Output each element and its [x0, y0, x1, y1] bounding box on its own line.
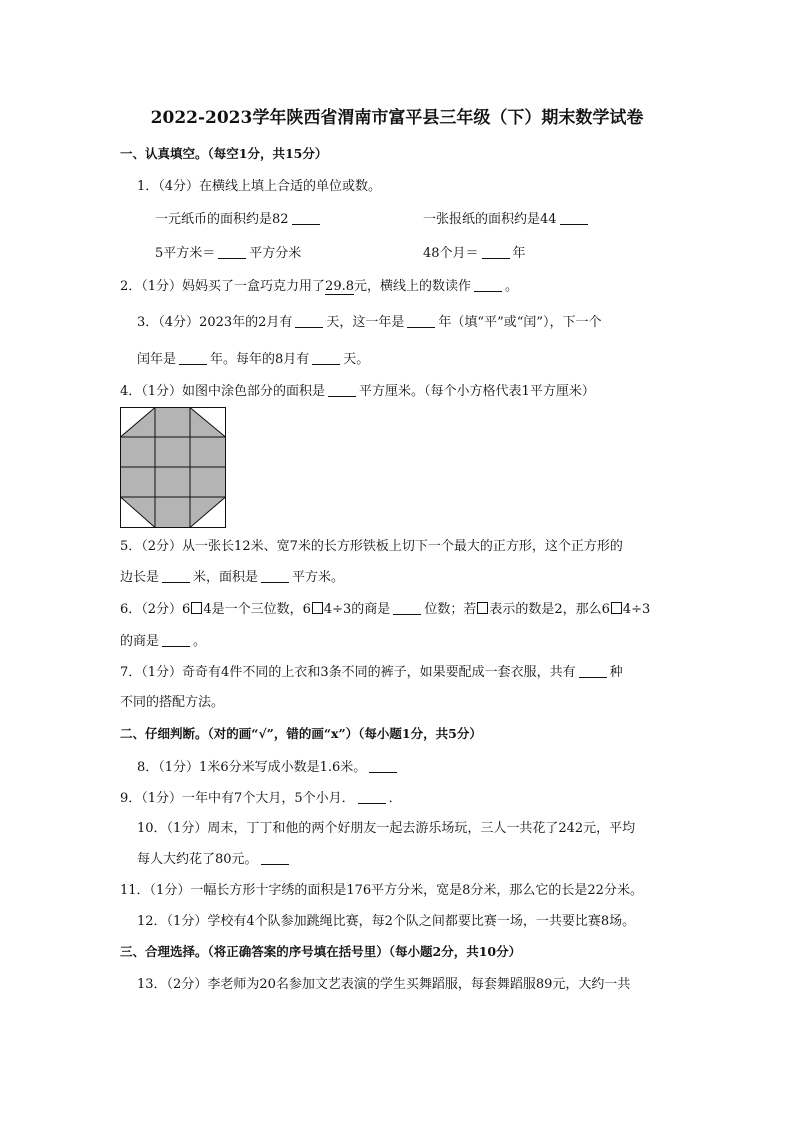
question-1-item-d-unit: 年 — [512, 246, 526, 261]
question-1-item-c — [155, 245, 301, 263]
question-8-text: 8．（1分）1米6分米写成小数是1.6米。 — [137, 760, 367, 775]
question-3-text: 天，这一年是 — [326, 315, 405, 330]
answer-blank[interactable] — [179, 351, 207, 365]
answer-blank[interactable] — [261, 851, 289, 865]
question-5-text: 平方米。 — [292, 570, 345, 585]
question-12: 12．（1分）学校有4个队参加跳绳比赛，每2个队之间都要比赛一场，一共要比赛8场。 — [137, 914, 636, 929]
digit-box — [477, 602, 488, 614]
answer-blank[interactable] — [261, 569, 289, 583]
answer-blank[interactable] — [579, 664, 607, 678]
question-6-text: 4是一个三位数，6 — [203, 602, 311, 617]
answer-blank[interactable] — [328, 383, 356, 397]
answer-blank[interactable] — [312, 351, 340, 365]
question-3-line-1 — [137, 314, 602, 332]
question-11: 11．（1分）一幅长方形十字绣的面积是176平方分米，宽是8分米，那么它的长是22分米。 — [120, 883, 643, 898]
question-5-line-1: 5．（2分）从一张长12米、宽7米的长方形铁板上切下一个最大的正方形，这个正方形的 — [120, 539, 623, 554]
section-2-heading: 二、仔细判断。（对的画“√”，错的画“x”）（每小题1分，共5分） — [120, 726, 482, 741]
question-5-line-2 — [120, 569, 344, 587]
question-6-line-1 — [120, 601, 650, 619]
question-3-text: 闰年是 — [137, 352, 177, 367]
answer-blank[interactable] — [369, 759, 397, 773]
question-2 — [120, 278, 518, 296]
question-6-line-2 — [120, 633, 206, 651]
question-6-text: 位数；若 — [424, 602, 477, 617]
question-10-line-1: 10．（1分）周末，丁丁和他的两个好朋友一起去游乐场玩，三人一共花了242元，平均 — [137, 821, 636, 836]
shaded-grid-figure — [120, 407, 226, 528]
underlined-number: 29.8 — [325, 279, 354, 294]
answer-blank[interactable] — [358, 790, 386, 804]
question-10-text: 每人大约花了80元。 — [137, 852, 258, 867]
answer-blank[interactable] — [474, 278, 502, 292]
question-3-line-2 — [137, 351, 369, 369]
question-3-text: 年（填“平”或“闰”），下一个 — [438, 315, 602, 330]
question-7-text: 种 — [609, 665, 623, 680]
question-1-item-c-unit: 平方分米 — [249, 246, 302, 261]
digit-box — [312, 602, 323, 614]
question-3-text: 3．（4分）2023年的2月有 — [137, 315, 293, 330]
question-8 — [137, 759, 400, 777]
answer-blank[interactable] — [560, 211, 588, 225]
question-10-line-2 — [137, 851, 292, 869]
answer-blank[interactable] — [295, 314, 323, 328]
question-2-end: 。 — [505, 279, 519, 294]
section-3-heading: 三、合理选择。（将正确答案的序号填在括号里）（每小题2分，共10分） — [120, 944, 522, 959]
question-2-text: 2．（1分）妈妈买了一盒巧克力用了 — [120, 279, 326, 294]
digit-box — [611, 602, 622, 614]
question-1-item-b — [423, 211, 591, 229]
question-6-text: 。 — [193, 634, 207, 649]
question-3-text: 天。 — [343, 352, 370, 367]
question-9-end: ． — [388, 791, 402, 806]
question-7-line-2: 不同的搭配方法。 — [120, 695, 225, 710]
question-1-item-a-text: 一元纸币的面积约是82 — [155, 212, 289, 227]
question-5-text: 米，面积是 — [193, 570, 259, 585]
question-1-item-b-text: 一张报纸的面积约是44 — [423, 212, 557, 227]
question-6-text: 的商是 — [120, 634, 160, 649]
answer-blank[interactable] — [162, 569, 190, 583]
answer-blank[interactable] — [218, 245, 246, 259]
question-1-item-c-text: 5平方米＝ — [155, 246, 216, 261]
question-4-text-2: 平方厘米。（每个小方格代表1平方厘米） — [359, 384, 595, 399]
question-13: 13．（2分）李老师为20名参加文艺表演的学生买舞蹈服，每套舞蹈服89元，大约一共 — [137, 977, 631, 992]
answer-blank[interactable] — [407, 314, 435, 328]
question-9-text: 9．（1分）一年中有7个大月，5个小月． — [120, 791, 355, 806]
question-1-item-d-text: 48个月＝ — [423, 246, 479, 261]
question-4-text: 4．（1分）如图中涂色部分的面积是 — [120, 384, 326, 399]
question-6-text: 6．（2分）6 — [120, 602, 191, 617]
question-1-stem: 1．（4分）在横线上填上合适的单位或数。 — [137, 179, 382, 194]
question-7-line-1 — [120, 664, 623, 682]
section-1-heading: 一、认真填空。（每空1分，共15分） — [120, 146, 328, 161]
question-1-item-d — [423, 245, 526, 263]
answer-blank[interactable] — [162, 633, 190, 647]
question-6-text: 表示的数是2，那么6 — [489, 602, 610, 617]
page-title: 2022-2023学年陕西省渭南市富平县三年级（下）期末数学试卷 — [150, 108, 644, 128]
question-3-text: 年。每年的8月有 — [210, 352, 310, 367]
digit-box — [191, 602, 202, 614]
question-6-text: 4÷3的商是 — [323, 602, 391, 617]
answer-blank[interactable] — [393, 601, 421, 615]
question-2-text-2: 元，横线上的数读作 — [354, 279, 472, 294]
question-6-text: 4÷3 — [622, 602, 651, 617]
question-9 — [120, 790, 402, 808]
question-1-item-a — [155, 211, 323, 229]
question-5-text: 边长是 — [120, 570, 160, 585]
question-7-text: 7．（1分）奇奇有4件不同的上衣和3条不同的裤子，如果要配成一套衣服，共有 — [120, 665, 576, 680]
question-4 — [120, 383, 595, 401]
answer-blank[interactable] — [292, 211, 320, 225]
answer-blank[interactable] — [482, 245, 510, 259]
